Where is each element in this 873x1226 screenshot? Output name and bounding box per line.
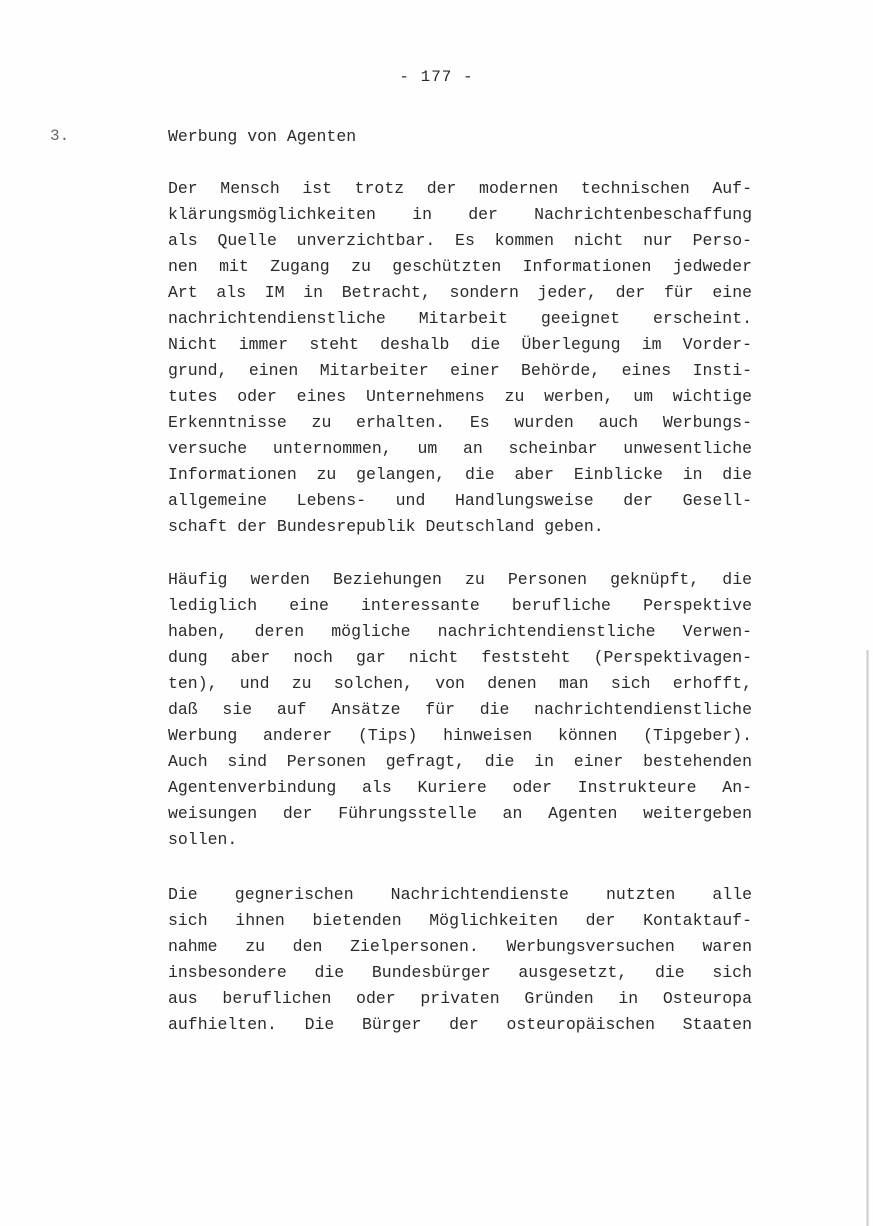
text-line: haben, deren mögliche nachrichtendienstliche Verwen- [168,622,752,641]
text-line: nen mit Zugang zu geschützten Informationen jedweder [168,257,752,276]
text-line: Erkenntnisse zu erhalten. Es wurden auch Werbungs- [168,413,752,432]
text-line: Nicht immer steht deshalb die Überlegung im Vorder- [168,335,752,354]
text-line: schaft der Bundesrepublik Deutschland geben. [168,517,604,536]
text-line: versuche unternommen, um an scheinbar unwesentliche [168,439,752,458]
text-line: Die gegnerischen Nachrichtendienste nutzten alle [168,885,752,904]
text-line: sollen. [168,830,238,849]
section-number: 3. [50,127,70,145]
text-line: insbesondere die Bundesbürger ausgesetzt, die sich [168,963,752,982]
text-line: ten), und zu solchen, von denen man sich erhofft, [168,674,752,693]
text-line: Agentenverbindung als Kuriere oder Instrukteure An- [168,778,752,797]
text-line: klärungsmöglichkeiten in der Nachrichtenbeschaffung [168,205,752,224]
page-number: - 177 - [399,68,474,86]
text-line: aus beruflichen oder privaten Gründen in Osteuropa [168,989,752,1008]
paragraph-3 [168,882,752,1038]
text-line: grund, einen Mitarbeiter einer Behörde, eines Insti- [168,361,752,380]
text-line: Auch sind Personen gefragt, die in einer bestehenden [168,752,752,771]
paragraph-1 [168,176,752,540]
text-line: Art als IM in Betracht, sondern jeder, der für eine [168,283,752,302]
text-line: sich ihnen bietenden Möglichkeiten der Kontaktauf- [168,911,752,930]
scan-edge-shadow [866,650,869,1226]
text-line: weisungen der Führungsstelle an Agenten weitergeben [168,804,752,823]
text-line: allgemeine Lebens- und Handlungsweise der Gesell- [168,491,752,510]
text-line: aufhielten. Die Bürger der osteuropäischen Staaten [168,1015,752,1034]
text-line: tutes oder eines Unternehmens zu werben, um wichtige [168,387,752,406]
text-line: dung aber noch gar nicht feststeht (Perspektivagen- [168,648,752,667]
section-title: Werbung von Agenten [168,127,357,146]
text-line: als Quelle unverzichtbar. Es kommen nicht nur Perso- [168,231,752,250]
paragraph-2 [168,567,752,853]
text-line: Häufig werden Beziehungen zu Personen geknüpft, die [168,570,752,589]
text-line: Der Mensch ist trotz der modernen technischen Auf- [168,179,752,198]
text-line: daß sie auf Ansätze für die nachrichtendienstliche [168,700,752,719]
text-line: nahme zu den Zielpersonen. Werbungsversuchen waren [168,937,752,956]
text-line: Informationen zu gelangen, die aber Einblicke in die [168,465,752,484]
text-line: nachrichtendienstliche Mitarbeit geeignet erscheint. [168,309,752,328]
text-line: lediglich eine interessante berufliche Perspektive [168,596,752,615]
text-line: Werbung anderer (Tips) hinweisen können (Tipgeber). [168,726,752,745]
